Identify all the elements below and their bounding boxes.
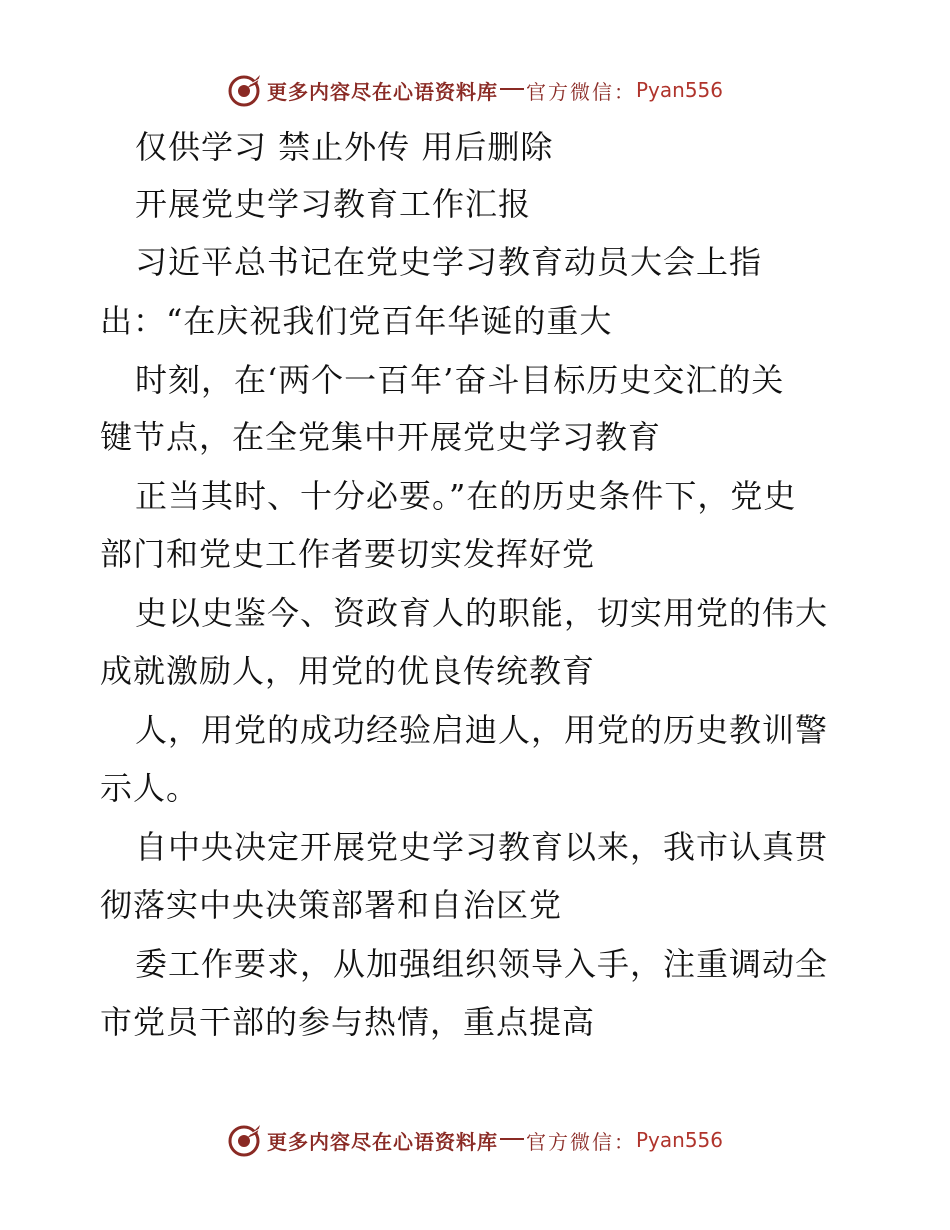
- notice-line: 仅供学习 禁止外传 用后删除: [135, 128, 554, 166]
- banner-dash: [500, 88, 524, 90]
- quill-logo-icon: [227, 1122, 263, 1158]
- banner-wechat-id: Pyan556: [635, 78, 723, 102]
- text-line: 成就激励人，用党的优良传统教育: [100, 652, 596, 690]
- text-line: 彻落实中央决策部署和自治区党: [100, 886, 563, 924]
- text-line: 部门和党史工作者要切实发挥好党: [100, 535, 596, 573]
- banner-wechat-label: 官方微信：: [525, 1129, 636, 1154]
- text-line: 自中央决定开展党史学习教育以来，我市认真贯: [135, 828, 829, 866]
- banner-title: 更多内容尽在心语资料库: [266, 79, 498, 104]
- text-line: 时刻，在‘两个一百年’奋斗目标历史交汇的关: [135, 361, 785, 399]
- header-banner: [0, 70, 950, 110]
- banner-dash: [500, 1138, 524, 1140]
- text-line: 人，用党的成功经验启迪人，用党的历史教训警: [135, 711, 829, 749]
- banner-wechat-id: Pyan556: [635, 1128, 723, 1152]
- quill-logo-icon: [227, 72, 263, 108]
- text-line: 习近平总书记在党史学习教育动员大会上指: [135, 243, 763, 281]
- text-line: 市党员干部的参与热情，重点提高: [100, 1003, 596, 1041]
- document-title: 开展党史学习教育工作汇报: [135, 185, 532, 223]
- footer-banner: [0, 1120, 950, 1160]
- banner-wechat-label: 官方微信：: [525, 79, 636, 104]
- text-line: 委工作要求，从加强组织领导入手，注重调动全: [135, 945, 829, 983]
- text-line: 示人。: [100, 769, 200, 807]
- text-line: 出：“在庆祝我们党百年华诞的重大: [100, 302, 613, 340]
- text-line: 键节点，在全党集中开展党史学习教育: [100, 418, 662, 456]
- text-line: 史以史鉴今、资政育人的职能，切实用党的伟大: [135, 594, 829, 632]
- banner-title: 更多内容尽在心语资料库: [266, 1129, 498, 1154]
- text-line: 正当其时、十分必要。”在的历史条件下，党史: [135, 477, 797, 515]
